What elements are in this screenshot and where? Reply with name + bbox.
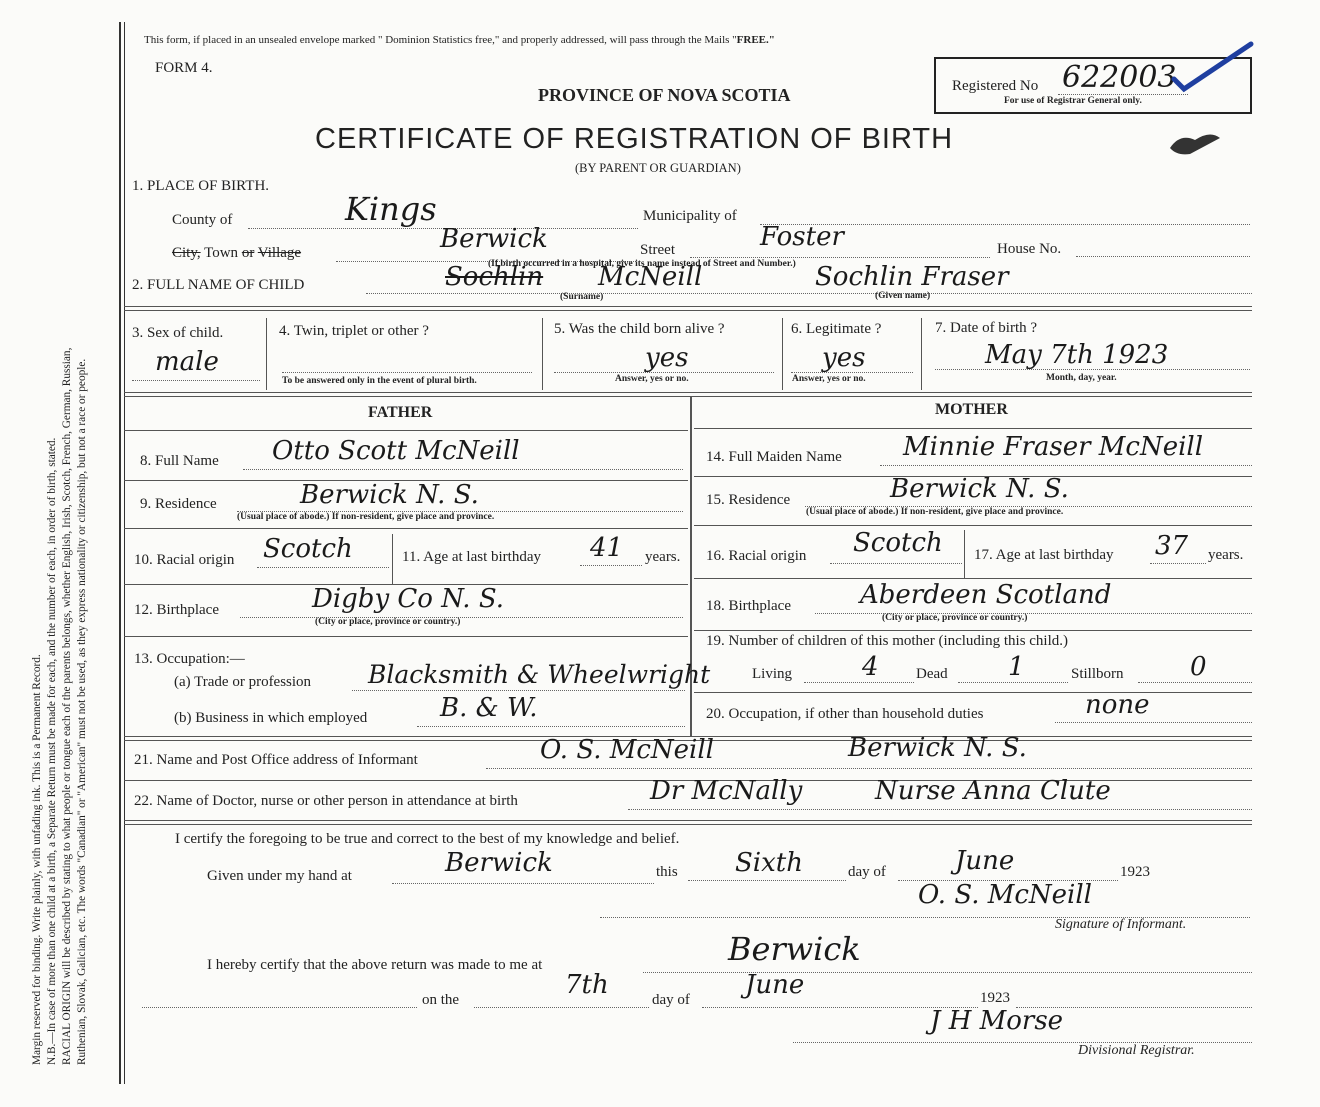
given-caption: (Given name)	[875, 291, 931, 301]
mother-age-label: 17. Age at last birthday	[974, 547, 1114, 563]
mother-children-label: 19. Number of children of this mother (including this child.)	[706, 633, 1069, 649]
on-the-label: on the	[422, 992, 460, 1008]
given-under-hand-label: Given under my hand at	[207, 868, 352, 884]
mother-name-label: 14. Full Maiden Name	[706, 449, 842, 465]
father-business-label: (b) Business in which employed	[174, 710, 368, 726]
father-racial-value: Scotch	[263, 534, 353, 564]
margin-rule-inner	[124, 22, 125, 1084]
father-residence-label: 9. Residence	[140, 496, 217, 512]
margin-note-4: Ruthenian, Slovak, Galician, etc. The words "Canadian" or "American" must not be used, as they express nationality or citizenship, but not a race or people.	[76, 358, 88, 1065]
mother-occupation-value: none	[1085, 690, 1150, 720]
mother-name-value: Minnie Fraser McNeill	[903, 432, 1204, 462]
mother-racial-label: 16. Racial origin	[706, 548, 807, 564]
street-label: Street	[640, 242, 675, 258]
county-value: Kings	[345, 190, 437, 228]
father-name-label: 8. Full Name	[140, 453, 219, 469]
stillborn-value: 0	[1190, 652, 1207, 682]
registrar-day-of-label: day of	[652, 992, 690, 1008]
informant-name: O. S. McNeill	[540, 735, 715, 765]
legitimate-label: 6. Legitimate ?	[791, 321, 882, 337]
house-no-label: House No.	[997, 241, 1062, 257]
attendant-nurse: Nurse Anna Clute	[875, 776, 1111, 806]
dob-note: Month, day, year.	[1046, 373, 1117, 383]
father-residence-value: Berwick N. S.	[300, 480, 479, 510]
legitimate-value: yes	[822, 343, 866, 373]
registrar-place-value: Berwick	[728, 930, 861, 968]
father-trade-label: (a) Trade or profession	[174, 674, 312, 690]
registrar-day-value: 7th	[565, 970, 609, 1000]
registrar-year-value: 23	[995, 990, 1010, 1006]
dead-value: 1	[1008, 652, 1025, 682]
mother-age-value: 37	[1155, 531, 1189, 561]
father-heading: FATHER	[368, 404, 433, 421]
given-place-value: Berwick	[445, 848, 553, 878]
father-age-value: 41	[590, 533, 624, 563]
dob-value: May 7th 1923	[985, 340, 1169, 370]
registrar-year-line: 1923	[980, 990, 1010, 1006]
day-value: Sixth	[735, 848, 803, 878]
registrar-signature: J H Morse	[930, 1006, 1064, 1036]
street-value: Foster	[760, 222, 844, 252]
father-trade-value: Blacksmith & Wheelwright	[368, 660, 711, 689]
certificate-subtitle: (BY PARENT OR GUARDIAN)	[575, 161, 741, 175]
born-alive-label: 5. Was the child born alive ?	[554, 321, 725, 337]
dead-label: Dead	[916, 666, 948, 682]
day-of-label: day of	[848, 864, 886, 880]
mother-age-unit: years.	[1208, 547, 1244, 563]
mother-residence-label: 15. Residence	[706, 492, 791, 508]
father-birthplace-note: (City or place, province or country.)	[315, 617, 461, 627]
signature-caption: Signature of Informant.	[1055, 917, 1187, 932]
stillborn-label: Stillborn	[1071, 666, 1124, 682]
margin-note-2: N.B.—In case of more than one child at a birth, a Separate Return must be made for each, and the number of each, in order of birth, stated.	[46, 437, 58, 1065]
child-surname-struck: Sochlin	[445, 262, 544, 292]
mail-notice: This form, if placed in an unsealed envelope marked " Dominion Statistics free," and properly addressed, will pass through the Mails "FREE."	[144, 34, 775, 46]
registered-label: Registered No	[952, 78, 1039, 94]
surname-caption: (Surname)	[560, 292, 604, 302]
month-value: June	[955, 846, 1015, 876]
father-occupation-label: 13. Occupation:—	[134, 651, 245, 667]
informant-label: 21. Name and Post Office address of Informant	[134, 752, 418, 768]
dob-label: 7. Date of birth ?	[935, 320, 1038, 336]
father-name-value: Otto Scott McNeill	[272, 436, 520, 466]
informant-address: Berwick N. S.	[848, 733, 1027, 763]
municipality-label: Municipality of	[643, 208, 737, 224]
mother-occupation-label: 20. Occupation, if other than household duties	[706, 706, 984, 722]
mother-heading: MOTHER	[935, 401, 1008, 418]
county-label: County of	[172, 212, 233, 228]
mother-birthplace-note: (City or place, province or country.)	[882, 613, 1028, 623]
year-value: 23	[1135, 864, 1150, 880]
informant-signature: O. S. McNeill	[918, 880, 1093, 910]
twin-label: 4. Twin, triplet or other ?	[279, 323, 429, 339]
mother-birthplace-value: Aberdeen Scotland	[860, 580, 1112, 610]
town-label: City, Town or Village	[172, 245, 302, 261]
stamp-mark-icon	[1165, 128, 1225, 158]
margin-rule	[119, 22, 121, 1084]
margin-note-3: RACIAL ORIGIN will be described by stating to what people or tongue each of the parents belongs, whether English, Irish, Scotch, French, German, Russian,	[61, 347, 73, 1065]
registrar-caption: Divisional Registrar.	[1078, 1043, 1195, 1058]
twin-note: To be answered only in the event of plural birth.	[282, 376, 477, 386]
hospital-note: (If birth occurred in a hospital, give its name instead of Street and Number.)	[488, 259, 796, 269]
sex-label: 3. Sex of child.	[132, 325, 224, 341]
registrar-month-value: June	[745, 970, 805, 1000]
registrar-statement: I hereby certify that the above return was made to me at	[207, 957, 543, 973]
living-label: Living	[752, 666, 792, 682]
child-given-name: Sochlin Fraser	[815, 262, 1009, 292]
father-age-label: 11. Age at last birthday	[402, 549, 541, 565]
attendant-doctor: Dr McNally	[650, 776, 803, 806]
legitimate-note: Answer, yes or no.	[792, 374, 866, 384]
living-value: 4	[862, 652, 879, 682]
born-alive-note: Answer, yes or no.	[615, 374, 689, 384]
registered-number: 622003	[1062, 60, 1177, 95]
margin-note-1: Margin reserved for binding. Write plainly, with unfading ink. This is a Permanent Record.	[31, 654, 43, 1065]
sex-value: male	[155, 347, 219, 377]
registrar-note: For use of Registrar General only.	[1004, 96, 1142, 106]
place-of-birth-heading: 1. PLACE OF BIRTH.	[132, 178, 270, 194]
mother-birthplace-label: 18. Birthplace	[706, 598, 791, 614]
father-age-unit: years.	[645, 549, 681, 565]
child-surname: McNeill	[598, 262, 703, 292]
father-residence-note: (Usual place of abode.) If non-resident, give place and province.	[237, 512, 495, 522]
child-name-label: 2. FULL NAME OF CHILD	[132, 277, 305, 293]
town-value: Berwick	[440, 224, 548, 254]
year-line: 1923	[1120, 864, 1150, 880]
father-business-value: B. & W.	[440, 693, 538, 723]
attendant-label: 22. Name of Doctor, nurse or other person in attendance at birth	[134, 793, 518, 809]
father-birthplace-value: Digby Co N. S.	[312, 584, 504, 614]
certificate-title: CERTIFICATE OF REGISTRATION OF BIRTH	[315, 123, 954, 155]
certify-statement: I certify the foregoing to be true and correct to the best of my knowledge and belief.	[175, 831, 680, 847]
checkmark-icon	[1166, 39, 1266, 99]
province-heading: PROVINCE OF NOVA SCOTIA	[538, 85, 791, 105]
father-racial-label: 10. Racial origin	[134, 552, 235, 568]
this-label: this	[656, 864, 678, 880]
mother-racial-value: Scotch	[853, 528, 943, 558]
born-alive-value: yes	[645, 343, 689, 373]
mother-residence-value: Berwick N. S.	[890, 474, 1069, 504]
form-number: FORM 4.	[155, 60, 213, 76]
father-birthplace-label: 12. Birthplace	[134, 602, 219, 618]
registration-box	[934, 57, 1252, 114]
mother-residence-note: (Usual place of abode.) If non-resident, give place and province.	[806, 507, 1064, 517]
margin-instructions	[30, 20, 90, 1065]
